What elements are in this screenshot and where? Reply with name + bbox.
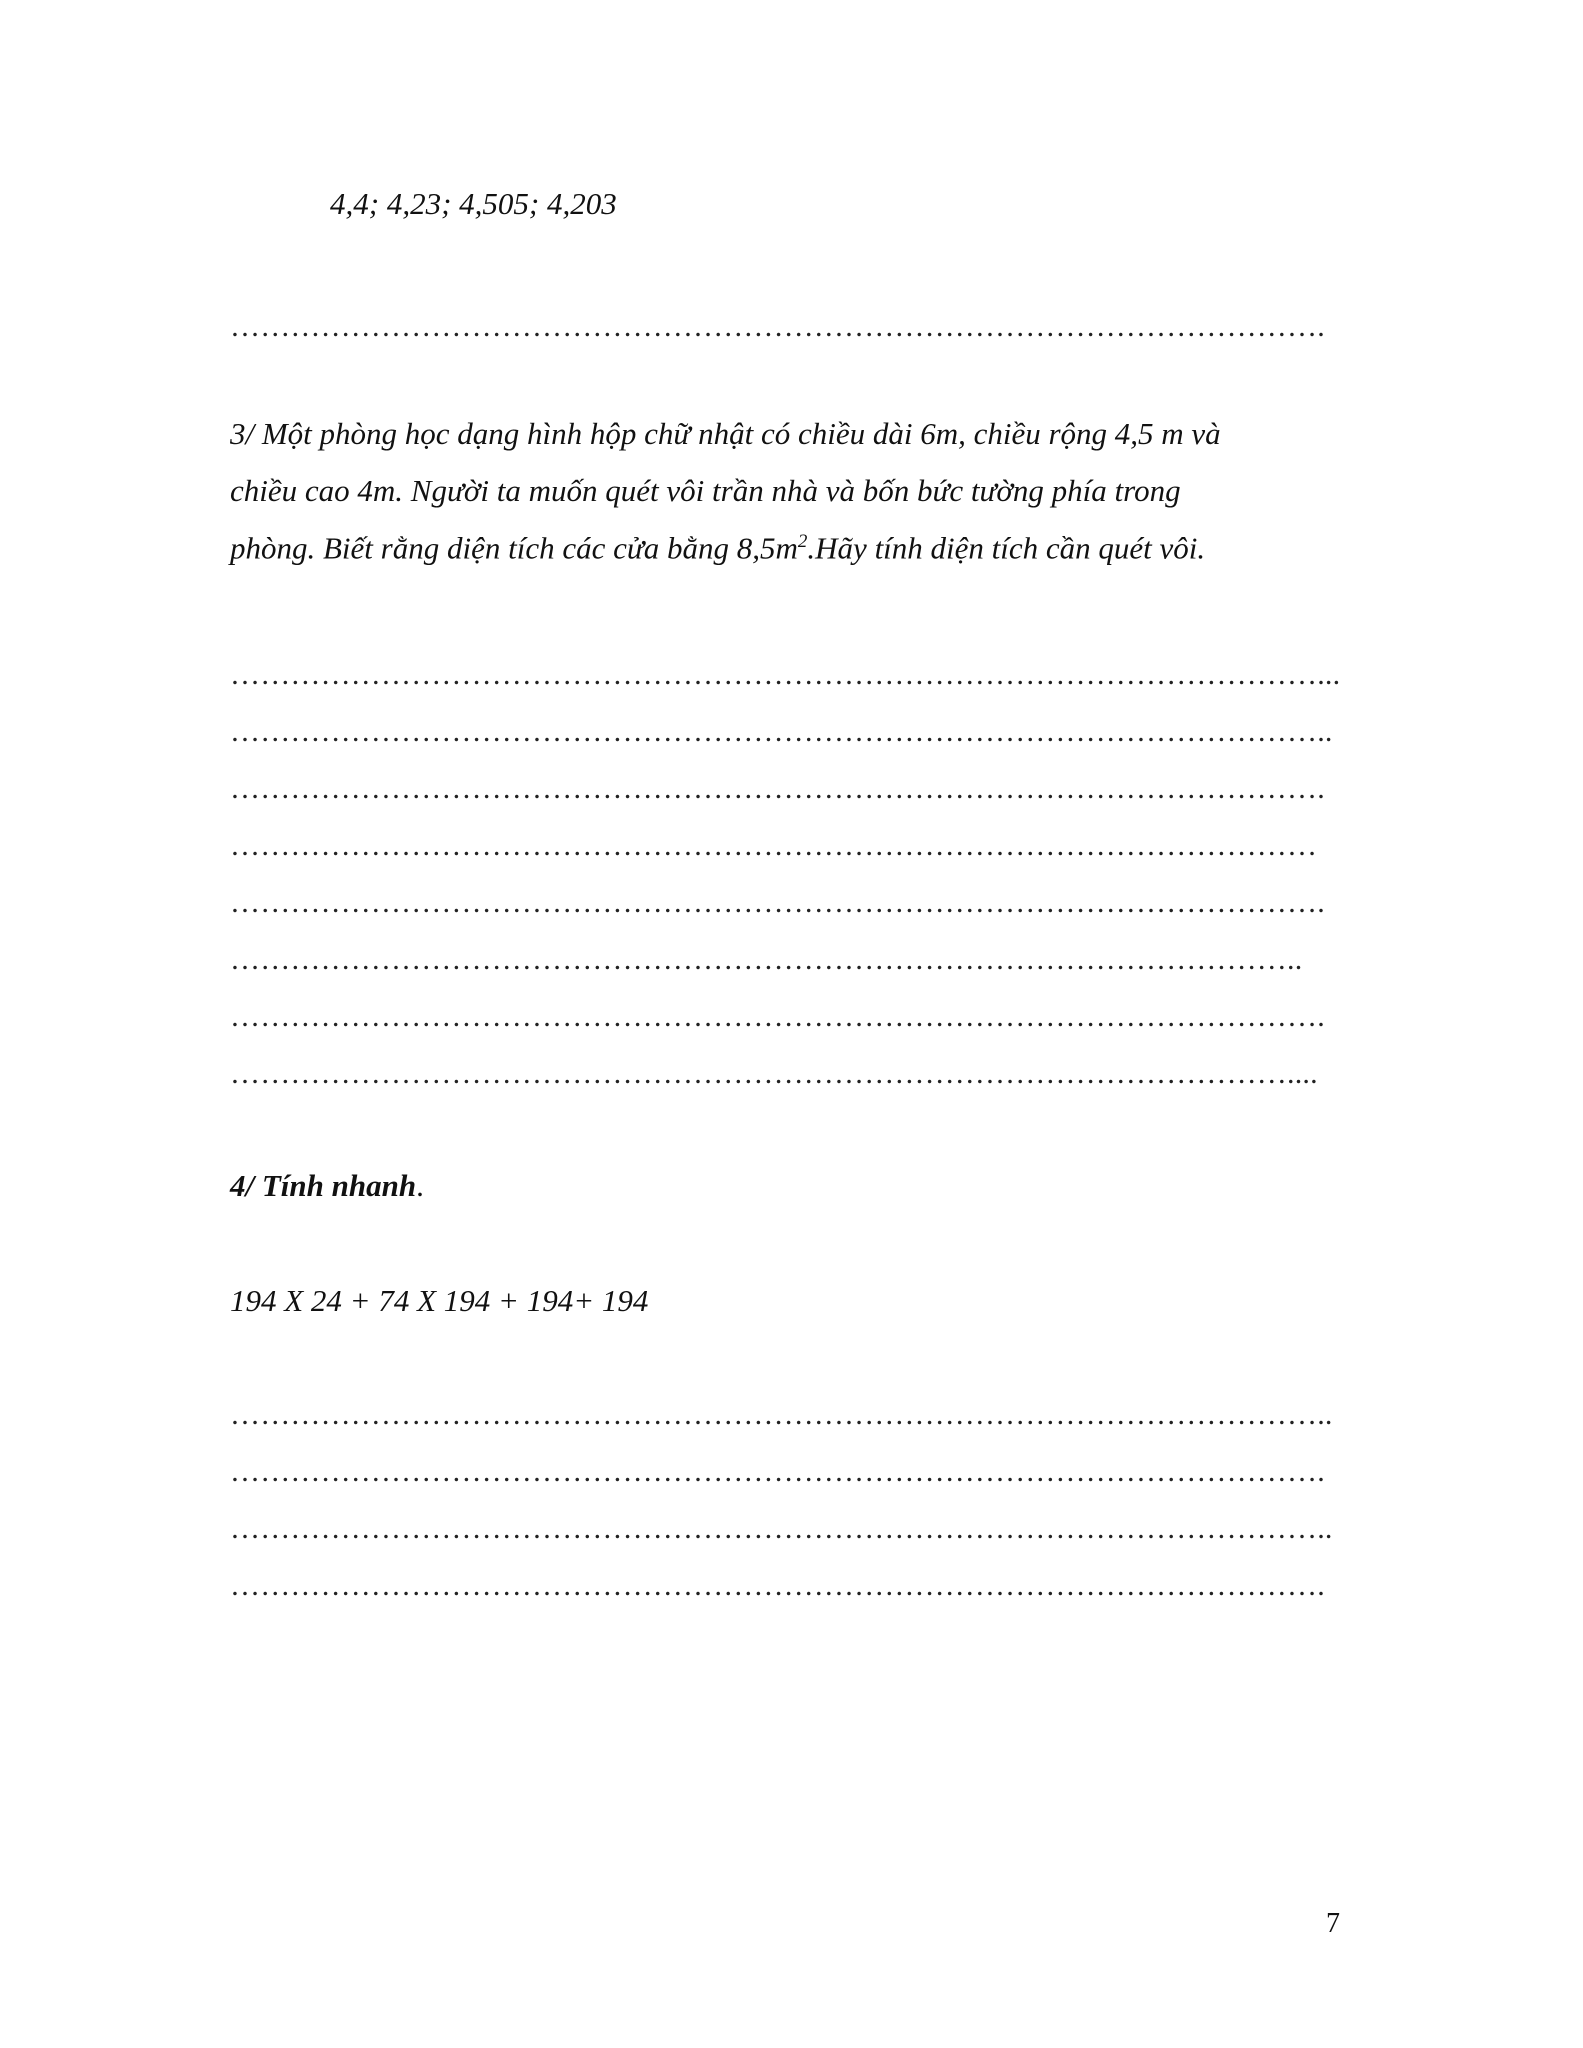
answer-line: ……………………………………………………………………………………………….. bbox=[230, 715, 1333, 748]
superscript-two: 2 bbox=[797, 531, 808, 552]
problem-3-line-3-start: phòng. Biết rằng diện tích các cửa bằng 8,5m bbox=[230, 530, 798, 566]
problem-3-line-3 bbox=[230, 530, 1206, 566]
answer-line: ………………………………………………………………………………………………. bbox=[230, 772, 1325, 805]
page-number: 7 bbox=[1326, 1908, 1340, 1939]
answer-line: ……………………………………………………………………………………………….. bbox=[230, 1512, 1333, 1545]
problem-4-expression: 194 X 24 + 74 X 194 + 194+ 194 bbox=[230, 1283, 649, 1318]
answer-line: ………………………………………………………………………………………………. bbox=[230, 1569, 1325, 1602]
problem-4-heading bbox=[230, 1170, 424, 1201]
answer-line: ………………………………………………………………………………………………. bbox=[230, 1000, 1325, 1033]
answer-line: ………………………………………………………………………………………………. bbox=[230, 886, 1325, 919]
answer-line: …………………………………………………………………………………………….... bbox=[230, 1057, 1318, 1090]
answer-line: …………………………………………………………………………………………….. bbox=[230, 943, 1303, 976]
problem-3-line-2: chiều cao 4m. Người ta muốn quét vôi trần nhà và bốn bức tường phía trong bbox=[230, 473, 1181, 508]
answer-line: ………………………………………………………………………………………………... bbox=[230, 658, 1341, 691]
numbers-line: 4,4; 4,23; 4,505; 4,203 bbox=[330, 186, 617, 221]
problem-3-line-1: 3/ Một phòng học dạng hình hộp chữ nhật có chiều dài 6m, chiều rộng 4,5 m và bbox=[230, 416, 1221, 451]
answer-line: ……………………………………………………………………………………………….. bbox=[230, 1398, 1333, 1431]
answer-line: ………………………………………………………………………………………………. bbox=[230, 1455, 1325, 1488]
answer-line: ……………………………………………………………………………………………… bbox=[230, 829, 1318, 862]
problem-4-heading-text: 4/ Tính nhanh bbox=[230, 1168, 417, 1203]
problem-3-line-3-end: .Hãy tính diện tích cần quét vôi. bbox=[807, 530, 1206, 566]
problem-4-heading-period: . bbox=[416, 1168, 424, 1203]
answer-line: ………………………………………………………………………………………………. bbox=[230, 310, 1325, 343]
